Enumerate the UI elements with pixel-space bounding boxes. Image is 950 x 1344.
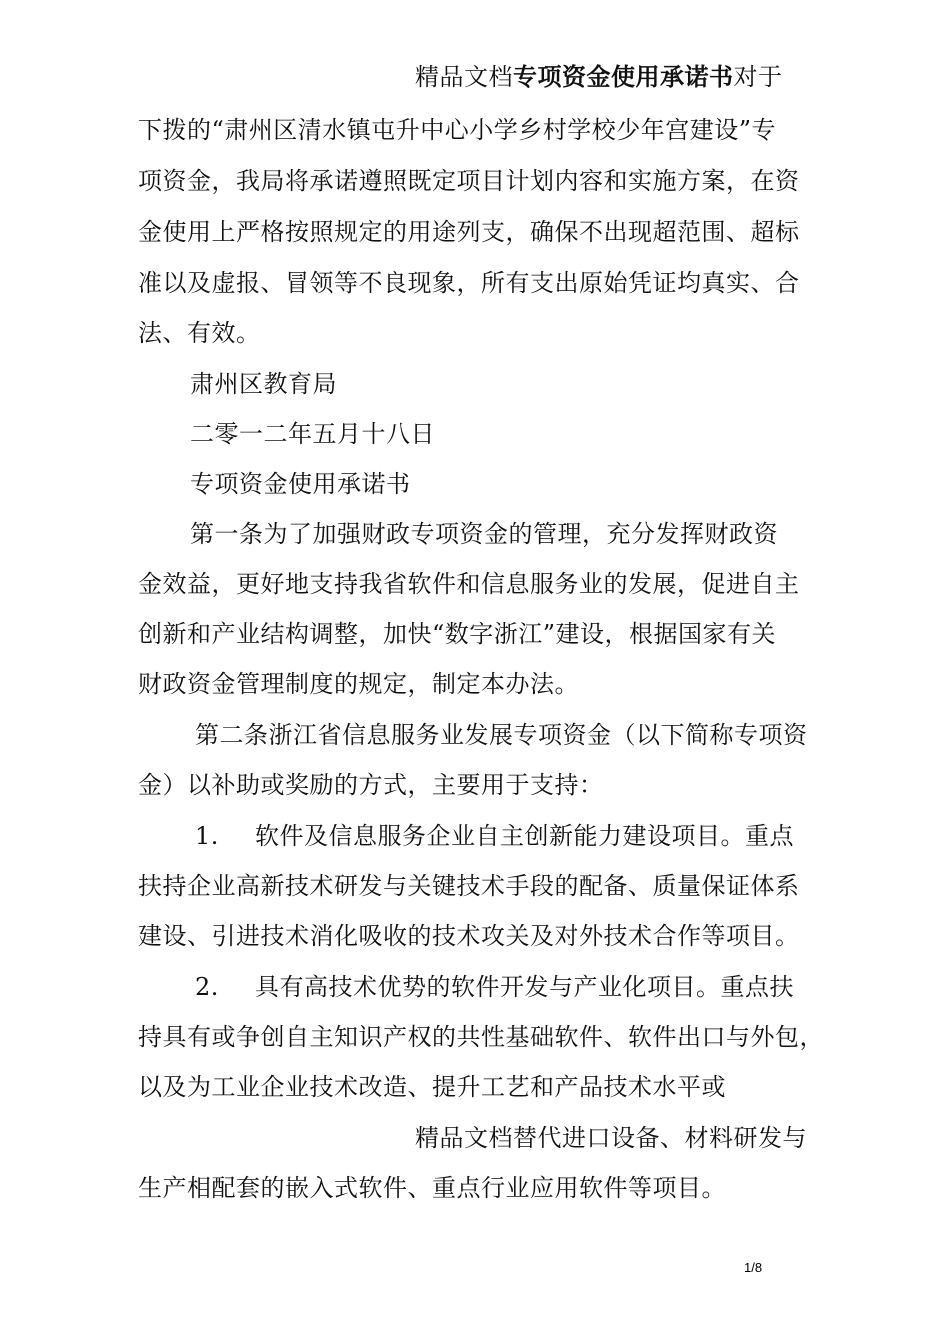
signature-date: 二零一二年五月十八日 bbox=[190, 420, 435, 448]
item2-line: 持具有或争创自主知识产权的共性基础软件、软件出口与外包， bbox=[138, 1023, 824, 1051]
page-number: 1/8 bbox=[744, 1260, 763, 1275]
item1-text: 软件及信息服务企业自主创新能力建设项目。重点 bbox=[255, 822, 794, 850]
doc-title: 专项资金使用承诺书 bbox=[513, 63, 734, 91]
article2-line: 第二条浙江省信息服务业发展专项资金（以下简称专项资 bbox=[195, 721, 808, 749]
body-line: 下拨的“肃州区清水镇屯升中心小学乡村学校少年宫建设”专 bbox=[138, 116, 777, 144]
subtitle: 专项资金使用承诺书 bbox=[190, 470, 411, 498]
article1-line: 第一条为了加强财政专项资金的管理，充分发挥财政资 bbox=[190, 520, 778, 548]
header-suffix: 对于 bbox=[733, 63, 783, 91]
item1-first-line bbox=[195, 820, 794, 852]
continuation-last-line: 生产相配套的嵌入式软件、重点行业应用软件等项目。 bbox=[138, 1174, 726, 1202]
item2-number: 2. bbox=[195, 973, 219, 1001]
article2-line: 金）以补助或奖励的方式，主要用于支持： bbox=[138, 771, 604, 799]
item2-line: 以及为工业企业技术改造、提升工艺和产品技术水平或 bbox=[138, 1073, 726, 1101]
watermark-prefix: 精品文档 bbox=[415, 1124, 513, 1152]
continuation-text: 替代进口设备、材料研发与 bbox=[513, 1124, 807, 1152]
item1-number: 1. bbox=[195, 822, 219, 850]
body-line: 项资金，我局将承诺遵照既定项目计划内容和实施方案，在资 bbox=[138, 167, 800, 195]
article1-line: 财政资金管理制度的规定，制定本办法。 bbox=[138, 670, 579, 698]
body-line: 准以及虚报、冒领等不良现象，所有支出原始凭证均真实、合 bbox=[138, 269, 800, 297]
watermark-prefix: 精品文档 bbox=[415, 63, 513, 91]
item1-line: 扶持企业高新技术研发与关键技术手段的配备、质量保证体系 bbox=[138, 872, 800, 900]
item2-first-line bbox=[195, 971, 794, 1003]
body-line: 法、有效。 bbox=[138, 319, 261, 347]
item2-text: 具有高技术优势的软件开发与产业化项目。重点扶 bbox=[255, 973, 794, 1001]
header-line bbox=[415, 61, 783, 93]
signature-org: 肃州区教育局 bbox=[190, 370, 337, 398]
continuation-line bbox=[415, 1122, 807, 1154]
item1-line: 建设、引进技术消化吸收的技术攻关及对外技术合作等项目。 bbox=[138, 922, 800, 950]
body-line: 金使用上严格按照规定的用途列支，确保不出现超范围、超标 bbox=[138, 218, 800, 246]
article1-line: 金效益，更好地支持我省软件和信息服务业的发展，促进自主 bbox=[138, 570, 800, 598]
article1-line: 创新和产业结构调整，加快“数字浙江”建设，根据国家有关 bbox=[138, 620, 777, 648]
